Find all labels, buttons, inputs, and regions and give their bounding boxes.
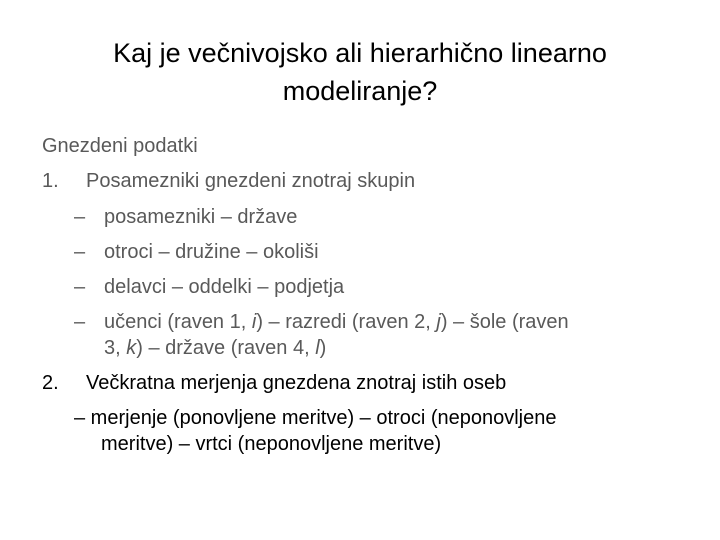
list-item-1: Posamezniki gnezdeni znotraj skupin bbox=[86, 170, 416, 192]
sub-item-2: otroci – družine – okoliši bbox=[104, 241, 319, 263]
list-number-1: 1. bbox=[42, 170, 59, 192]
sub-item-4-line-1: učenci (raven 1, i) – razredi (raven 2, j) – šole (raven bbox=[104, 311, 569, 333]
list-number-2: 2. bbox=[42, 372, 59, 394]
sub-dash-2: – bbox=[74, 241, 86, 263]
title-line-1: Kaj je večnivojsko ali hierarhično linearno bbox=[113, 38, 607, 68]
sub-dash-4: – bbox=[74, 311, 86, 333]
sub-item-1: posamezniki – države bbox=[104, 206, 298, 228]
list-item-2: Večkratna merjenja gnezdena znotraj istih oseb bbox=[86, 372, 507, 394]
section-heading: Gnezdeni podatki bbox=[42, 135, 198, 157]
sub-item-3: delavci – oddelki – podjetja bbox=[104, 276, 345, 298]
title-line-2: modeliranje? bbox=[282, 76, 438, 106]
sub-item-4-line-2: 3, k) – države (raven 4, l) bbox=[104, 337, 327, 359]
sub-dash-1: – bbox=[74, 206, 86, 228]
sub-item-5-line-1: – merjenje (ponovljene meritve) – otroci (neponovljene bbox=[74, 407, 557, 429]
sub-dash-3: – bbox=[74, 276, 86, 298]
sub-item-5-line-2: meritve) – vrtci (neponovljene meritve) bbox=[101, 433, 442, 455]
